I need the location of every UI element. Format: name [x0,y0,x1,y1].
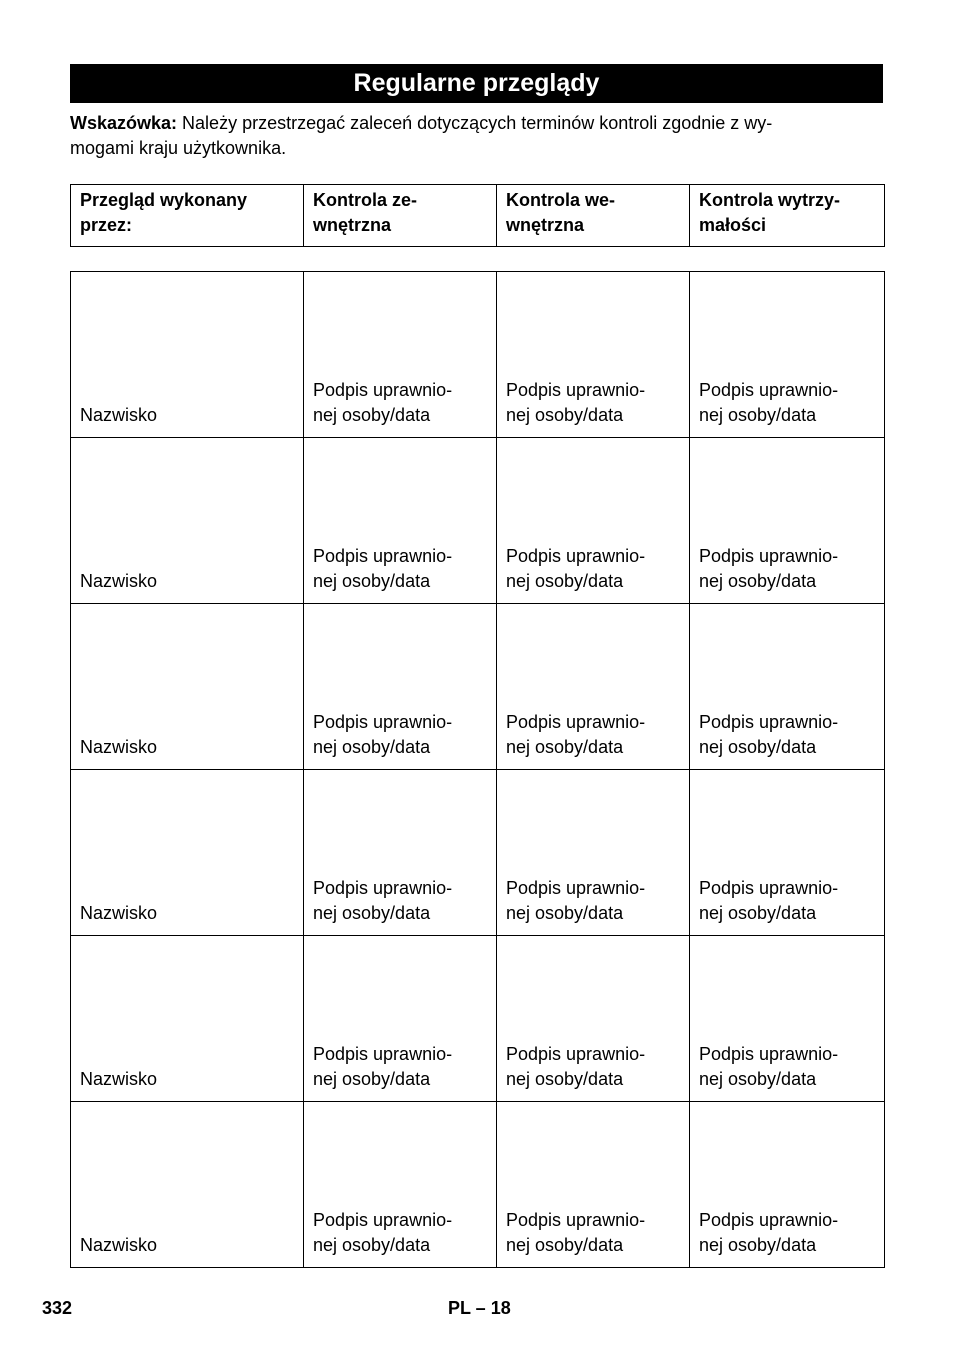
name-label: Nazwisko [80,1235,158,1255]
name-cell[interactable] [71,604,304,770]
signature-label: Podpis uprawnio- [313,546,453,566]
signature-label: nej osoby/data [699,737,817,757]
header-text: Kontrola ze- [313,190,418,210]
name-cell[interactable] [71,438,304,604]
header-table [70,184,885,247]
signature-cell[interactable] [304,604,497,770]
signature-label: nej osoby/data [506,405,624,425]
header-text: małości [699,215,767,235]
signature-label: Podpis uprawnio- [699,878,839,898]
signature-label: nej osoby/data [506,571,624,591]
signature-label: nej osoby/data [699,1069,817,1089]
signature-cell[interactable] [497,1102,690,1268]
signature-label: Podpis uprawnio- [506,878,646,898]
name-label: Nazwisko [80,737,158,757]
note-text-line2: mogami kraju użytkownika. [70,138,287,158]
header-text: Kontrola we- [506,190,616,210]
signature-cell[interactable] [690,1102,885,1268]
signature-label: nej osoby/data [699,571,817,591]
page-number: 332 [42,1298,73,1318]
table-row [71,272,885,438]
signature-cell[interactable] [304,272,497,438]
header-text: przez: [80,215,133,235]
signature-label: nej osoby/data [506,1235,624,1255]
signature-cell[interactable] [497,770,690,936]
name-label: Nazwisko [80,571,158,591]
signature-cell[interactable] [304,936,497,1102]
signature-cell[interactable] [497,604,690,770]
signature-cell[interactable] [690,438,885,604]
signature-label: Podpis uprawnio- [699,546,839,566]
page-footer-section: PL – 18 [448,1298,511,1318]
signature-label: nej osoby/data [313,405,431,425]
table-row [71,1102,885,1268]
header-text: wnętrzna [506,215,585,235]
signature-cell[interactable] [304,770,497,936]
signature-cell[interactable] [304,1102,497,1268]
signature-label: nej osoby/data [313,737,431,757]
signature-label: nej osoby/data [506,1069,624,1089]
signature-label: nej osoby/data [313,903,431,923]
header-cell-external [304,185,497,247]
header-row [71,185,885,247]
header-text: Kontrola wytrzy- [699,190,841,210]
signature-label: Podpis uprawnio- [506,1210,646,1230]
signature-label: Podpis uprawnio- [506,380,646,400]
note [70,111,883,161]
header-cell-strength [690,185,885,247]
table-row [71,770,885,936]
header-cell-internal [497,185,690,247]
signature-label: Podpis uprawnio- [506,1044,646,1064]
table-row [71,604,885,770]
signature-label: Podpis uprawnio- [313,712,453,732]
name-cell[interactable] [71,770,304,936]
signature-cell[interactable] [690,604,885,770]
signature-label: nej osoby/data [699,903,817,923]
signature-label: Podpis uprawnio- [699,380,839,400]
signature-label: nej osoby/data [699,1235,817,1255]
signature-label: nej osoby/data [699,405,817,425]
signature-label: nej osoby/data [313,571,431,591]
name-cell[interactable] [71,272,304,438]
header-text: Przegląd wykonany [80,190,248,210]
signature-label: nej osoby/data [506,737,624,757]
signature-cell[interactable] [690,272,885,438]
signature-label: Podpis uprawnio- [313,1044,453,1064]
signature-label: Podpis uprawnio- [313,380,453,400]
signature-label: Podpis uprawnio- [313,1210,453,1230]
name-cell[interactable] [71,1102,304,1268]
signature-label: nej osoby/data [506,903,624,923]
signature-cell[interactable] [304,438,497,604]
page-title: Regularne przeglądy [70,64,883,103]
name-label: Nazwisko [80,405,158,425]
signature-cell[interactable] [690,936,885,1102]
name-cell[interactable] [71,936,304,1102]
signature-cell[interactable] [497,438,690,604]
name-label: Nazwisko [80,903,158,923]
table-row [71,438,885,604]
signature-cell[interactable] [497,272,690,438]
table-row [71,936,885,1102]
signature-label: Podpis uprawnio- [506,712,646,732]
signature-label: nej osoby/data [313,1235,431,1255]
header-cell-performed-by [71,185,304,247]
signature-cell[interactable] [690,770,885,936]
signature-label: Podpis uprawnio- [506,546,646,566]
signature-cell[interactable] [497,936,690,1102]
inspection-table [70,271,885,1268]
note-text-line1: Należy przestrzegać zaleceń dotyczących terminów kontroli zgodnie z wy- [177,113,773,133]
signature-label: Podpis uprawnio- [699,1044,839,1064]
signature-label: Podpis uprawnio- [313,878,453,898]
header-text: wnętrzna [313,215,392,235]
signature-label: Podpis uprawnio- [699,1210,839,1230]
name-label: Nazwisko [80,1069,158,1089]
signature-label: nej osoby/data [313,1069,431,1089]
note-label: Wskazówka: [70,113,178,133]
signature-label: Podpis uprawnio- [699,712,839,732]
